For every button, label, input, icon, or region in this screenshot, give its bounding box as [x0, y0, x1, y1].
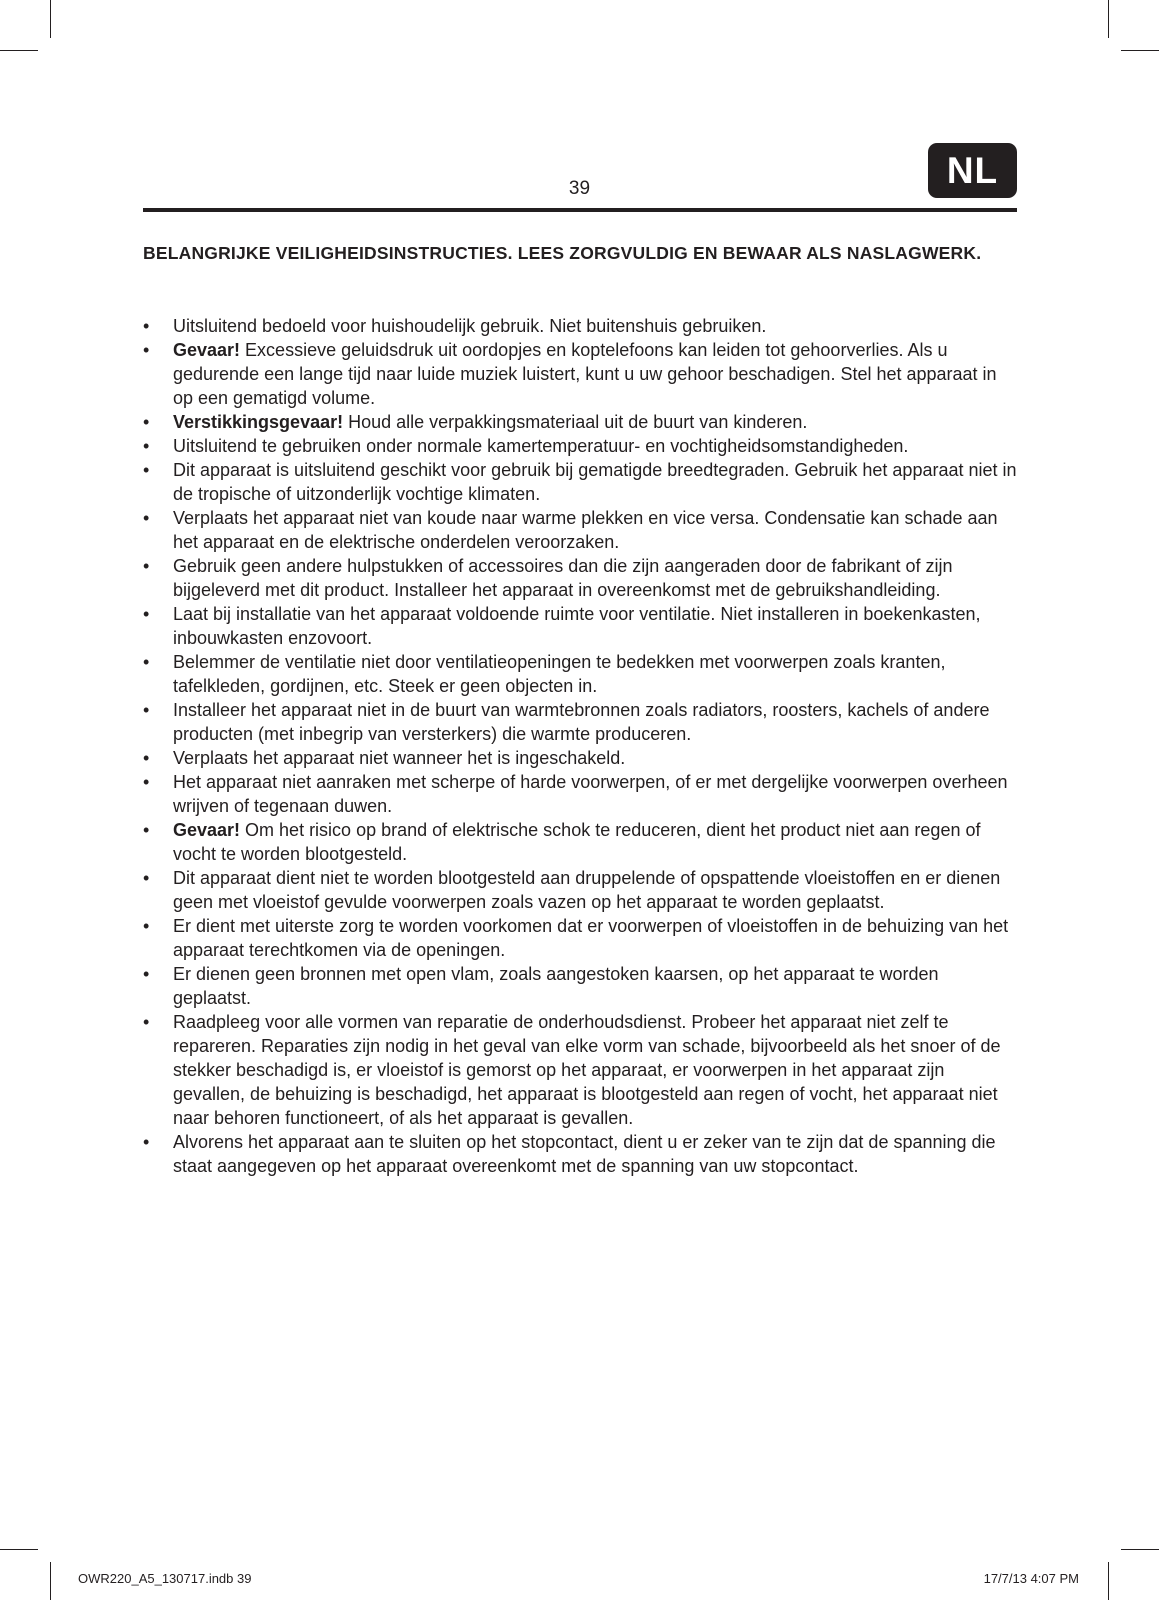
bullet-icon: •	[143, 820, 150, 840]
bullet-icon: •	[143, 316, 150, 336]
list-item	[143, 338, 1017, 410]
instruction-text: Alvorens het apparaat aan te sluiten op het stopcontact, dient u er zeker van te zijn dat de spanning die staat aangegeven op het apparaat overeenkomt met de spanning van uw stopcontact.	[173, 1132, 996, 1176]
bullet-icon: •	[143, 340, 150, 360]
instruction-text: Verplaats het apparaat niet wanneer het is ingeschakeld.	[173, 748, 626, 768]
list-item	[143, 1130, 1017, 1178]
list-item	[143, 818, 1017, 866]
list-item	[143, 650, 1017, 698]
warning-label: Verstikkingsgevaar!	[173, 412, 344, 432]
bullet-icon: •	[143, 412, 150, 432]
crop-mark	[1121, 50, 1159, 51]
bullet-icon: •	[143, 1132, 150, 1152]
instruction-text: Belemmer de ventilatie niet door ventilatieopeningen te bedekken met voorwerpen zoals kranten, tafelkleden, gordijnen, etc. Steek er geen objecten in.	[173, 652, 946, 696]
bullet-icon: •	[143, 916, 150, 936]
bullet-icon: •	[143, 772, 150, 792]
list-item	[143, 410, 1017, 434]
language-badge: NL	[928, 143, 1017, 198]
crop-mark	[1121, 1549, 1159, 1550]
list-item	[143, 914, 1017, 962]
instruction-text: Excessieve geluidsdruk uit oordopjes en koptelefoons kan leiden tot gehoorverlies. Als u gedurende een lange tijd naar luide muziek luistert, kunt u uw gehoor beschadigen. Stel het apparaat in op een gematigd volume.	[173, 340, 997, 408]
instruction-text: Dit apparaat dient niet te worden blootgesteld aan druppelende of opspattende vloeistoffen en er dienen geen met vloeistof gevulde voorwerpen zoals vazen op het apparaat te worden geplaatst.	[173, 868, 1001, 912]
instruction-text: Er dienen geen bronnen met open vlam, zoals aangestoken kaarsen, op het apparaat te worden geplaatst.	[173, 964, 939, 1008]
instruction-text: Installeer het apparaat niet in de buurt van warmtebronnen zoals radiators, roosters, kachels of andere producten (met inbegrip van versterkers) die warmte produceren.	[173, 700, 990, 744]
footer-file-info: OWR220_A5_130717.indb 39	[78, 1571, 252, 1586]
instruction-text: Verplaats het apparaat niet van koude naar warme plekken en vice versa. Condensatie kan schade aan het apparaat en de elektrische onderdelen veroorzaken.	[173, 508, 998, 552]
list-item	[143, 506, 1017, 554]
instruction-text: Dit apparaat is uitsluitend geschikt voor gebruik bij gematigde breedtegraden. Gebruik het apparaat niet in de tropische of uitzonderlijk vochtige klimaten.	[173, 460, 1017, 504]
instruction-text: Uitsluitend bedoeld voor huishoudelijk gebruik. Niet buitenshuis gebruiken.	[173, 316, 767, 336]
bullet-icon: •	[143, 1012, 150, 1032]
crop-mark	[50, 0, 51, 38]
bullet-icon: •	[143, 868, 150, 888]
safety-instructions-list	[143, 314, 1017, 1178]
instruction-text: Raadpleeg voor alle vormen van reparatie de onderhoudsdienst. Probeer het apparaat niet zelf te repareren. Reparaties zijn nodig in het geval van elke vorm van schade, bijvoorbeeld als het snoer of de stekker beschadigd is, er vloeistof is gemorst op het apparaat, er voorwerpen in het apparaat zijn gevallen, de behuizing is beschadigd, het apparaat is blootgesteld aan regen of vocht, het apparaat niet naar behoren functioneert, of als het apparaat is gevallen.	[173, 1012, 1001, 1128]
bullet-icon: •	[143, 556, 150, 576]
list-item	[143, 314, 1017, 338]
warning-label: Gevaar!	[173, 340, 241, 360]
page-heading: BELANGRIJKE VEILIGHEIDSINSTRUCTIES. LEES ZORGVULDIG EN BEWAAR ALS NASLAGWERK.	[143, 243, 982, 263]
list-item	[143, 434, 1017, 458]
bullet-icon: •	[143, 460, 150, 480]
warning-label: Gevaar!	[173, 820, 241, 840]
instruction-text: Om het risico op brand of elektrische schok te reduceren, dient het product niet aan regen of vocht te worden blootgesteld.	[173, 820, 981, 864]
list-item	[143, 962, 1017, 1010]
instruction-text: Het apparaat niet aanraken met scherpe of harde voorwerpen, of er met dergelijke voorwerpen overheen wrijven of tegenaan duwen.	[173, 772, 1008, 816]
page-number: 39	[568, 178, 591, 199]
list-item	[143, 602, 1017, 650]
list-item	[143, 866, 1017, 914]
list-item	[143, 698, 1017, 746]
list-item	[143, 1010, 1017, 1130]
header-rule	[143, 208, 1017, 212]
list-item	[143, 458, 1017, 506]
crop-mark	[1108, 0, 1109, 38]
list-item	[143, 554, 1017, 602]
instruction-text: Uitsluitend te gebruiken onder normale kamertemperatuur- en vochtigheidsomstandigheden.	[173, 436, 909, 456]
bullet-icon: •	[143, 652, 150, 672]
crop-mark	[50, 1562, 51, 1600]
crop-mark	[1108, 1562, 1109, 1600]
instruction-text: Houd alle verpakkingsmateriaal uit de buurt van kinderen.	[343, 412, 808, 432]
crop-mark	[0, 50, 38, 51]
bullet-icon: •	[143, 436, 150, 456]
instruction-text: Laat bij installatie van het apparaat voldoende ruimte voor ventilatie. Niet installeren in boekenkasten, inbouwkasten enzovoort.	[173, 604, 981, 648]
bullet-icon: •	[143, 508, 150, 528]
instruction-text: Gebruik geen andere hulpstukken of accessoires dan die zijn aangeraden door de fabrikant of zijn bijgeleverd met dit product. Installeer het apparaat in overeenkomst met de gebruikshandleiding.	[173, 556, 953, 600]
list-item	[143, 770, 1017, 818]
instruction-text: Er dient met uiterste zorg te worden voorkomen dat er voorwerpen of vloeistoffen in de behuizing van het apparaat terechtkomen via de openingen.	[173, 916, 1009, 960]
bullet-icon: •	[143, 964, 150, 984]
bullet-icon: •	[143, 604, 150, 624]
crop-mark	[0, 1549, 38, 1550]
footer-date-time: 17/7/13 4:07 PM	[983, 1571, 1079, 1586]
bullet-icon: •	[143, 700, 150, 720]
bullet-icon: •	[143, 748, 150, 768]
list-item	[143, 746, 1017, 770]
